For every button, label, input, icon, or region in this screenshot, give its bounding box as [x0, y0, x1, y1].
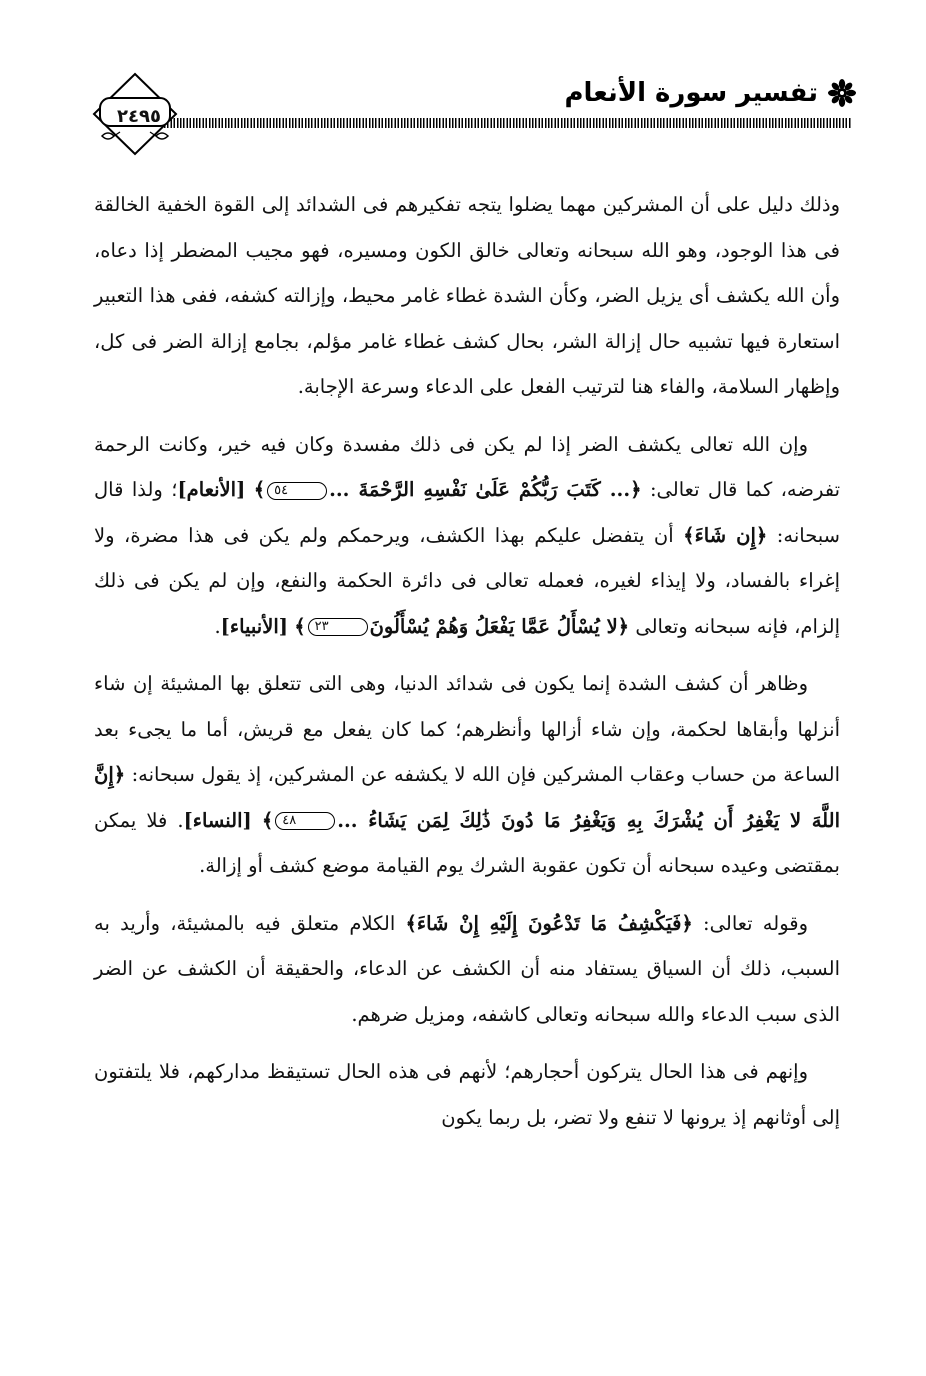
paragraph-text: . فلا يمكن بمقتضى وعيده سبحانه أن تكون عقوبة الشرك يوم القيامة موضع كشف أو إزالة.	[94, 808, 840, 877]
paragraph	[94, 422, 840, 650]
paragraph-text: وإنهم فى هذا الحال يتركون أحجارهم؛ لأنهم فى هذه الحال تستيقظ مداركهم، فلا يلتفتون إلى أوثانهم إذ يرونها لا تنفع ولا تضر، بل ربما يكون	[94, 1060, 840, 1129]
quran-quote: ﴾	[253, 478, 266, 501]
paragraph	[94, 182, 840, 410]
page-number: ٢٤٩٥	[117, 106, 161, 127]
paragraph-text: وقوله تعالى:	[692, 911, 809, 935]
paragraph-text: وذلك دليل على أن المشركين مهما يضلوا يتجه تفكيرهم فى الشدائد إلى القوة الخفية الخالقة فى هذا الوجود، وهو الله سبحانه وتعالى خالق الكون ومسيره، فهو مجيب المضطر إذا دعاه، وأن الله يكشف أى يزيل الضر، وكأن الشدة غطاء غامر محيط، وإزالته كشفه، ففى هذا التعبير استعارة فيها تشبيه حال إزالة الشر، بحال كشف غطاء غامر مؤلم، بجامع إزالة الضر فى كل، وإظهار السلامة، والفاء هنا لترتيب الفعل على الدعاء وسرعة الإجابة.	[94, 193, 840, 398]
header-title-group	[564, 78, 856, 108]
paragraph-text: أن يتفضل عليكم بهذا الكشف، ويرحمكم ولم يكن فى هذا مضرة، ولا إغراء بالفساد، ولا إيذاء لغيره، فعمله تعالى فى دائرة الحكمة والنفع، وإن لم يكن فى ذلك إلزام، فإنه سبحانه وتعالى	[94, 523, 840, 638]
quran-quote: ﴾	[261, 808, 274, 832]
body-text	[94, 182, 840, 1152]
paragraph-text: .	[214, 614, 221, 638]
page-header	[86, 70, 856, 160]
surah-reference: [النساء]	[183, 808, 252, 832]
paragraph	[94, 661, 840, 889]
paragraph	[94, 1049, 840, 1140]
quran-quote: ﴿إِن شَاءَ﴾	[683, 523, 768, 547]
quran-quote: ﴿إِنَّ اللَّهَ لا يَغْفِرُ أَن يُشْرَكَ بِهِ وَيَغْفِرُ مَا دُونَ ذَٰلِكَ لِمَن يَشَاءُ ...	[94, 763, 840, 832]
paragraph-text: وإن الله تعالى يكشف الضر إذا لم يكن فى ذلك مفسدة وكان فيه خير، وكانت الرحمة تفرضه، كما قال تعالى:	[94, 432, 840, 501]
paragraph-text: ؛ ولذا قال سبحانه:	[94, 478, 841, 547]
paragraph-text: وظاهر أن كشف الشدة إنما يكون فى شدائد الدنيا، وهى التى تتعلق بها المشيئة إن شاء أنزلها وأبقاها لحكمة، وإن شاء أزالها وأنظرهم؛ كما كان يفعل مع قريش، أما ما يجىء بعد الساعة من حساب وعقاب المشركين فإن الله لا يكشفه عن المشركين، إذ يقول سبحانه:	[94, 672, 840, 786]
ayah-number: ٢٣	[308, 618, 368, 636]
quran-quote: ﴿فَيَكْشِفُ مَا تَدْعُونَ إِلَيْهِ إِنْ شَاءَ﴾	[405, 911, 693, 935]
surah-reference: [الأنعام]	[177, 478, 246, 501]
paragraph-text: الكلام متعلق فيه بالمشيئة، وأريد به السبب، ذلك أن السياق يستفاد منه أن الكشف عن الدعاء، والحقيقة أن الكشف عن الضر الذى سبب الدعاء والله سبحانه وتعالى كاشفه، ومزيل ضرهم.	[94, 911, 840, 1026]
flower-ornament-icon	[828, 79, 856, 107]
paragraph-text	[252, 809, 262, 832]
surah-reference: [الأنبياء]	[220, 614, 288, 638]
page-number-badge	[90, 70, 180, 160]
quran-quote: ﴾	[294, 614, 306, 638]
paragraph-text	[245, 478, 253, 501]
ayah-number: ٤٨	[275, 812, 335, 830]
quran-quote: ﴿... كَتَبَ رَبُّكُمْ عَلَىٰ نَفْسِهِ الرَّحْمَةَ ...	[329, 478, 642, 501]
quran-quote: ﴿لا يُسْأَلُ عَمَّا يَفْعَلُ وَهُمْ يُسْأَلُونَ	[369, 614, 630, 638]
page-title: تفسير سورة الأنعام	[564, 78, 818, 108]
header-rule	[164, 118, 852, 128]
ayah-number: ٥٤	[267, 482, 327, 500]
paragraph	[94, 901, 840, 1038]
